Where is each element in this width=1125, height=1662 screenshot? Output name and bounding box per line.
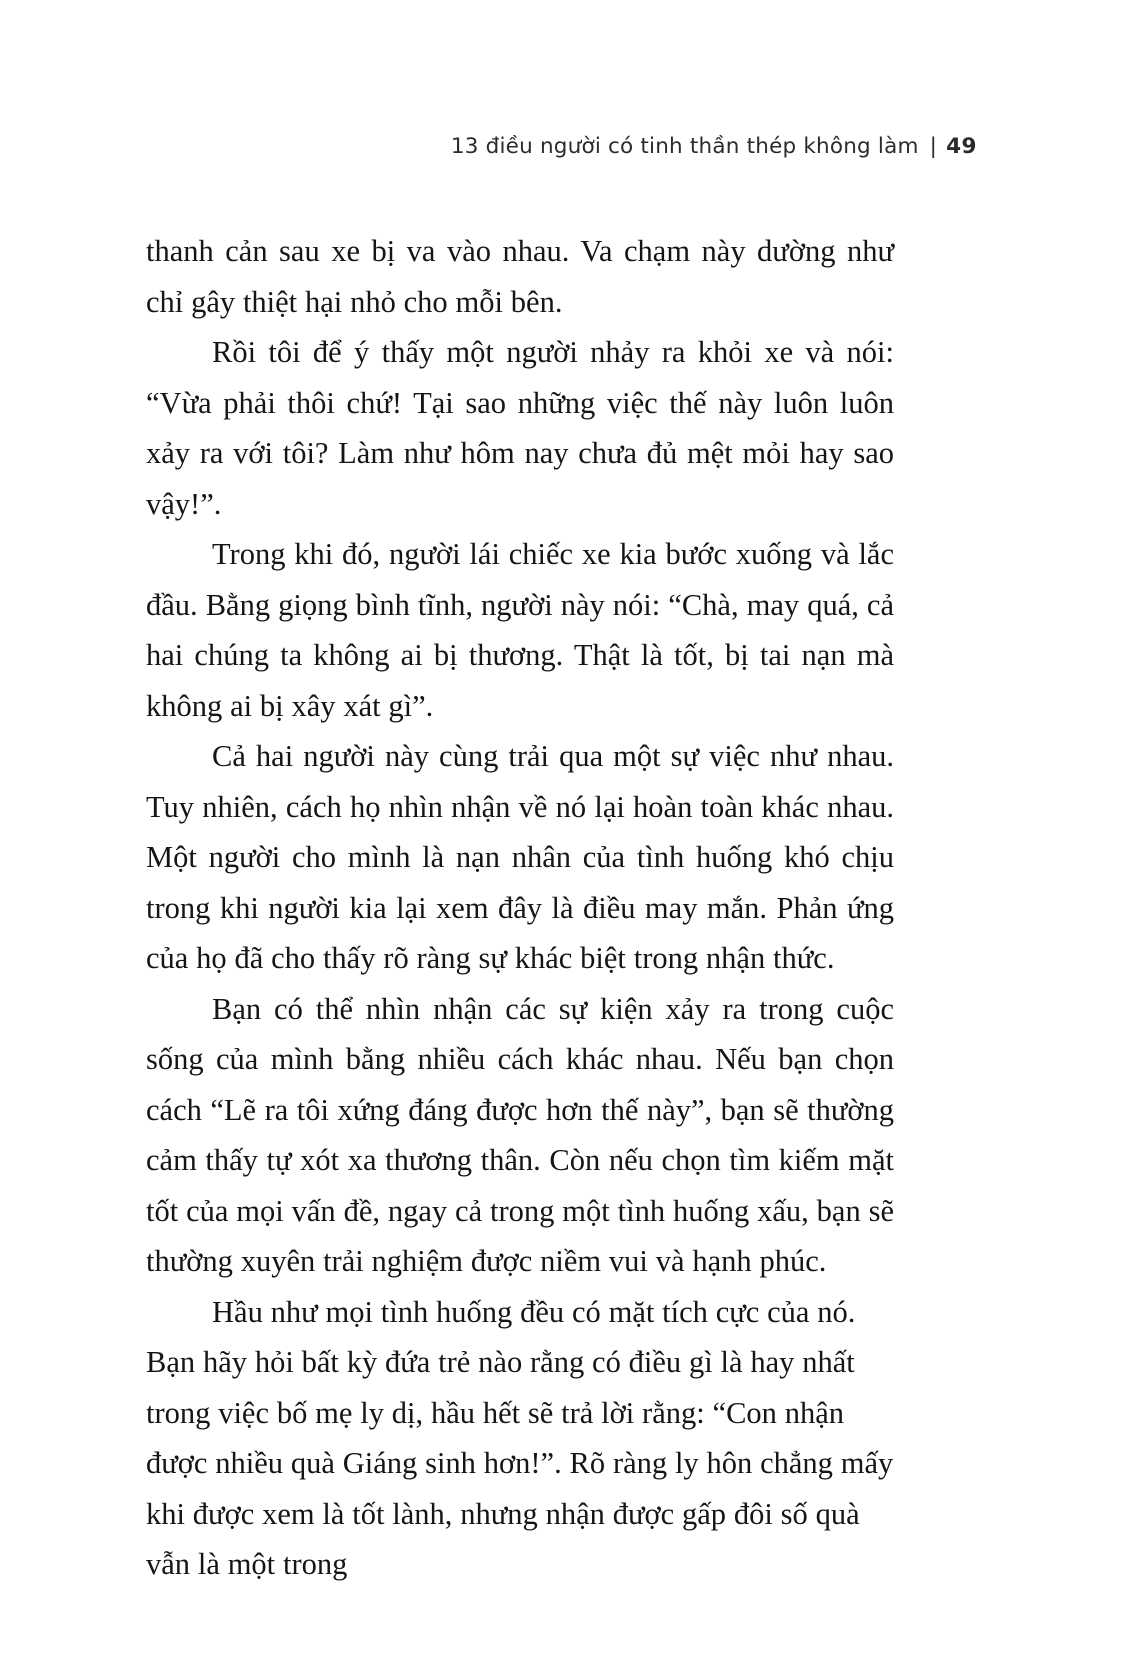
running-head-separator: | xyxy=(929,134,938,159)
body-text xyxy=(146,226,894,1590)
paragraph-continued: thanh cản sau xe bị va vào nhau. Va chạm này dường như chỉ gây thiệt hại nhỏ cho mỗi bên. xyxy=(146,234,894,319)
running-head xyxy=(0,134,977,159)
paragraph-5: Hầu như mọi tình huống đều có mặt tích cực của nó. Bạn hãy hỏi bất kỳ đứa trẻ nào rằng có điều gì là hay nhất trong việc bố mẹ ly dị, hầu hết sẽ trả lời rằng: “Con nhận được nhiều quà Giáng sinh hơn!”. Rõ ràng ly hôn chẳng mấy khi được xem là tốt lành, nhưng nhận được gấp đôi số quà vẫn là một trong xyxy=(146,1294,894,1581)
running-head-title: 13 điều người có tinh thần thép không làm xyxy=(450,134,919,159)
paragraph-4: Bạn có thể nhìn nhận các sự kiện xảy ra trong cuộc sống của mình bằng nhiều cách khác nhau. Nếu bạn chọn cách “Lẽ ra tôi xứng đáng được hơn thế này”, bạn sẽ thường cảm thấy tự xót xa thương thân. Còn nếu chọn tìm kiếm mặt tốt của mọi vấn đề, ngay cả trong một tình huống xấu, bạn sẽ thường xuyên trải nghiệm được niềm vui và hạnh phúc. xyxy=(146,991,894,1278)
paragraph-2: Trong khi đó, người lái chiếc xe kia bước xuống và lắc đầu. Bằng giọng bình tĩnh, người này nói: “Chà, may quá, cả hai chúng ta không ai bị thương. Thật là tốt, bị tai nạn mà không ai bị xây xát gì”. xyxy=(146,537,894,723)
paragraph-3: Cả hai người này cùng trải qua một sự việc như nhau. Tuy nhiên, cách họ nhìn nhận về nó lại hoàn toàn khác nhau. Một người cho mình là nạn nhân của tình huống khó chịu trong khi người kia lại xem đây là điều may mắn. Phản ứng của họ đã cho thấy rõ ràng sự khác biệt trong nhận thức. xyxy=(146,739,894,975)
paragraph-1: Rồi tôi để ý thấy một người nhảy ra khỏi xe và nói: “Vừa phải thôi chứ! Tại sao những việc thế này luôn luôn xảy ra với tôi? Làm như hôm nay chưa đủ mệt mỏi hay sao vậy!”. xyxy=(146,335,894,521)
page-number: 49 xyxy=(946,134,977,159)
